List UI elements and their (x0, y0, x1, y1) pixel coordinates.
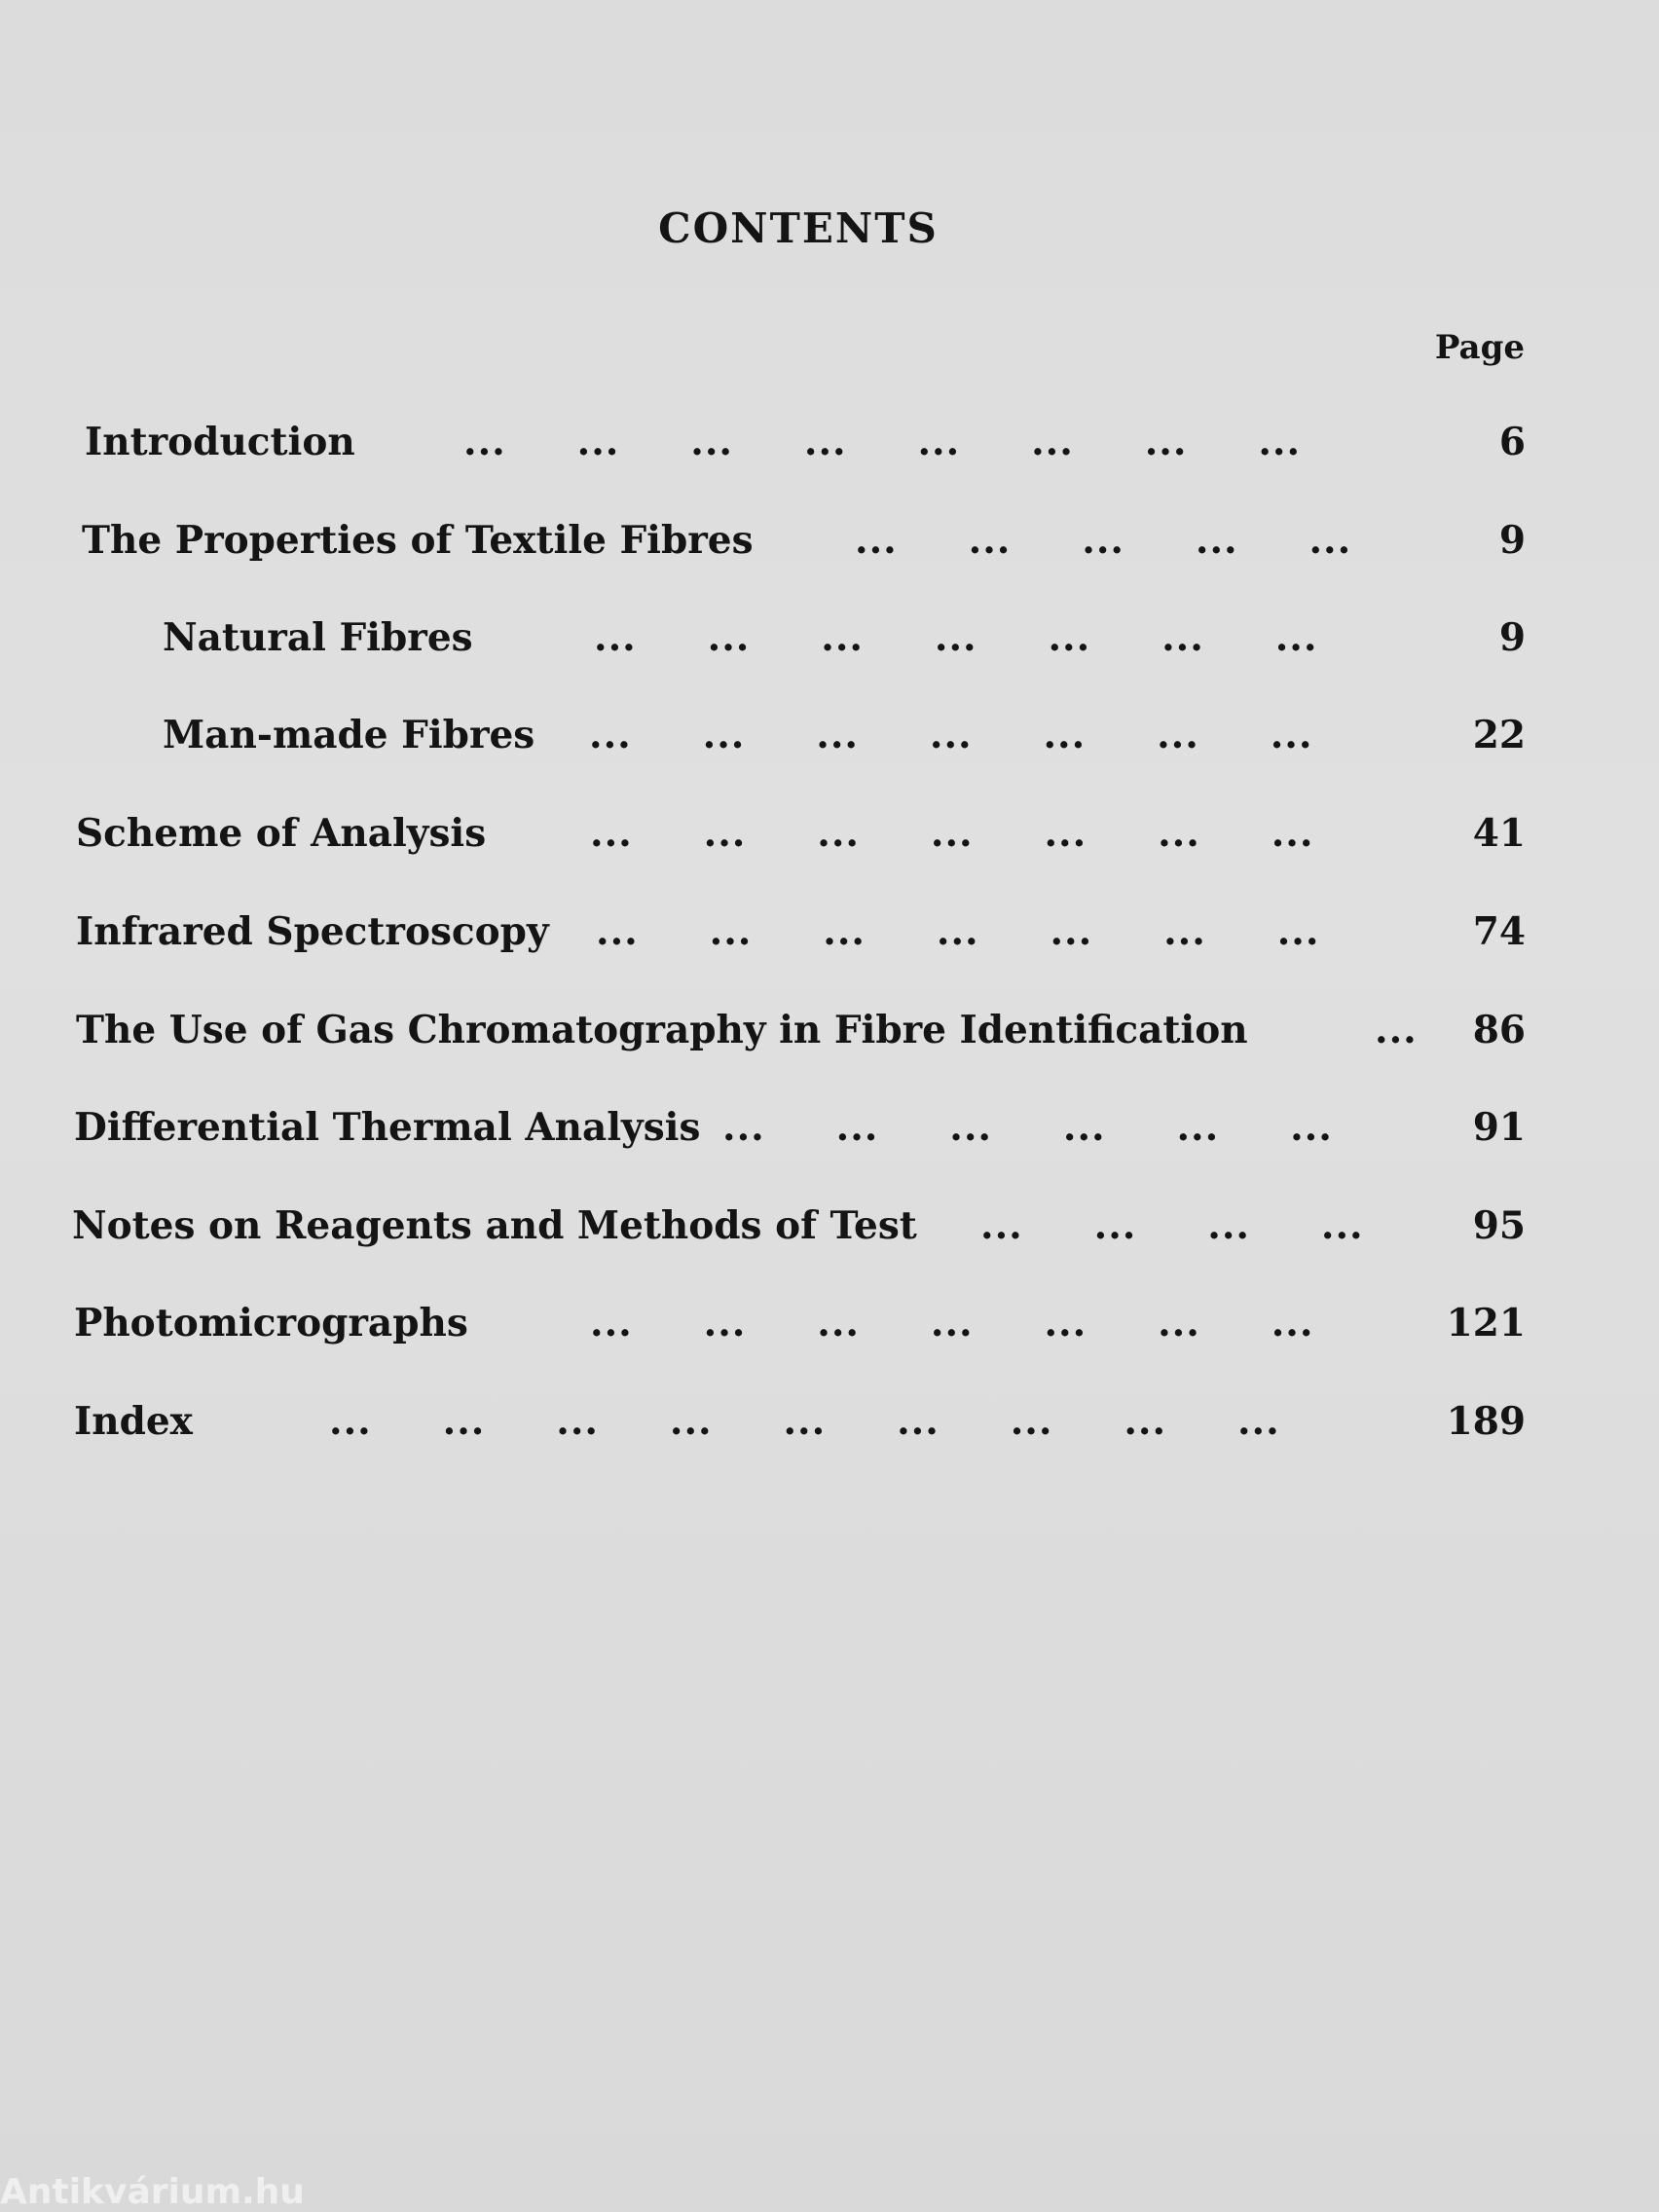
toc-entry-label: Notes on Reagents and Methods of Test (72, 1203, 917, 1248)
toc-entry-leader: ... ... ... ... ... (855, 518, 1352, 563)
toc-entry-label: Differential Thermal Analysis (74, 1105, 701, 1150)
toc-entry-leader: ... ... ... ... (980, 1203, 1364, 1248)
toc-entry-label: The Use of Gas Chromatography in Fibre Identification (76, 1008, 1248, 1052)
toc-entry-leader: ... ... ... ... ... ... ... ... ... (329, 1399, 1280, 1444)
toc-entry-label: Introduction (85, 420, 355, 464)
toc-entry (0, 1105, 1659, 1163)
toc-entry-label: Infrared Spectroscopy (76, 909, 549, 954)
toc-entry-page: 95 (1472, 1203, 1526, 1248)
toc-entry-label: Scheme of Analysis (76, 811, 487, 856)
toc-entry-leader: ... ... ... ... ... ... ... (596, 909, 1320, 954)
toc-entry-leader: ... ... ... ... ... ... ... ... (463, 420, 1302, 464)
toc-entry-label: Index (74, 1399, 193, 1444)
toc-entry-page: 86 (1472, 1008, 1526, 1052)
page-column-header: Page (1434, 328, 1525, 367)
page-title: CONTENTS (658, 204, 939, 252)
toc-entry (0, 1008, 1659, 1066)
toc-entry-page: 121 (1446, 1301, 1526, 1346)
toc-entry (0, 1399, 1659, 1457)
toc-entry (0, 615, 1659, 674)
toc-entry-page: 22 (1472, 713, 1526, 757)
toc-entry-label: Natural Fibres (163, 615, 473, 660)
toc-entry-leader: ... ... ... ... ... ... ... (589, 713, 1313, 757)
toc-entry-page: 9 (1498, 615, 1526, 660)
toc-entry-label: Man-made Fibres (163, 713, 535, 757)
toc-entry (0, 1301, 1659, 1359)
toc-entry-leader: ... ... ... ... ... ... ... (590, 811, 1314, 856)
toc-entry-page: 91 (1472, 1105, 1526, 1150)
toc-entry (0, 713, 1659, 771)
toc-entry-page: 189 (1446, 1399, 1526, 1444)
toc-entry-label: Photomicrographs (74, 1301, 468, 1346)
toc-entry (0, 518, 1659, 576)
toc-entry (0, 811, 1659, 869)
toc-entry-leader: ... (1375, 1008, 1418, 1052)
toc-entry-page: 9 (1498, 518, 1526, 563)
toc-entry (0, 1203, 1659, 1262)
toc-entry-leader: ... ... ... ... ... ... ... (594, 615, 1318, 660)
toc-entry-page: 6 (1498, 420, 1526, 464)
toc-entry-page: 41 (1472, 811, 1526, 856)
toc-entry-leader: ... ... ... ... ... ... (722, 1105, 1333, 1150)
toc-entry-page: 74 (1472, 909, 1526, 954)
toc-entry-label: The Properties of Textile Fibres (82, 518, 754, 563)
toc-entry-leader: ... ... ... ... ... ... ... (590, 1301, 1314, 1346)
watermark-text: Antikvárium.hu (0, 2172, 305, 2212)
toc-entry (0, 420, 1659, 478)
toc-entry (0, 909, 1659, 968)
